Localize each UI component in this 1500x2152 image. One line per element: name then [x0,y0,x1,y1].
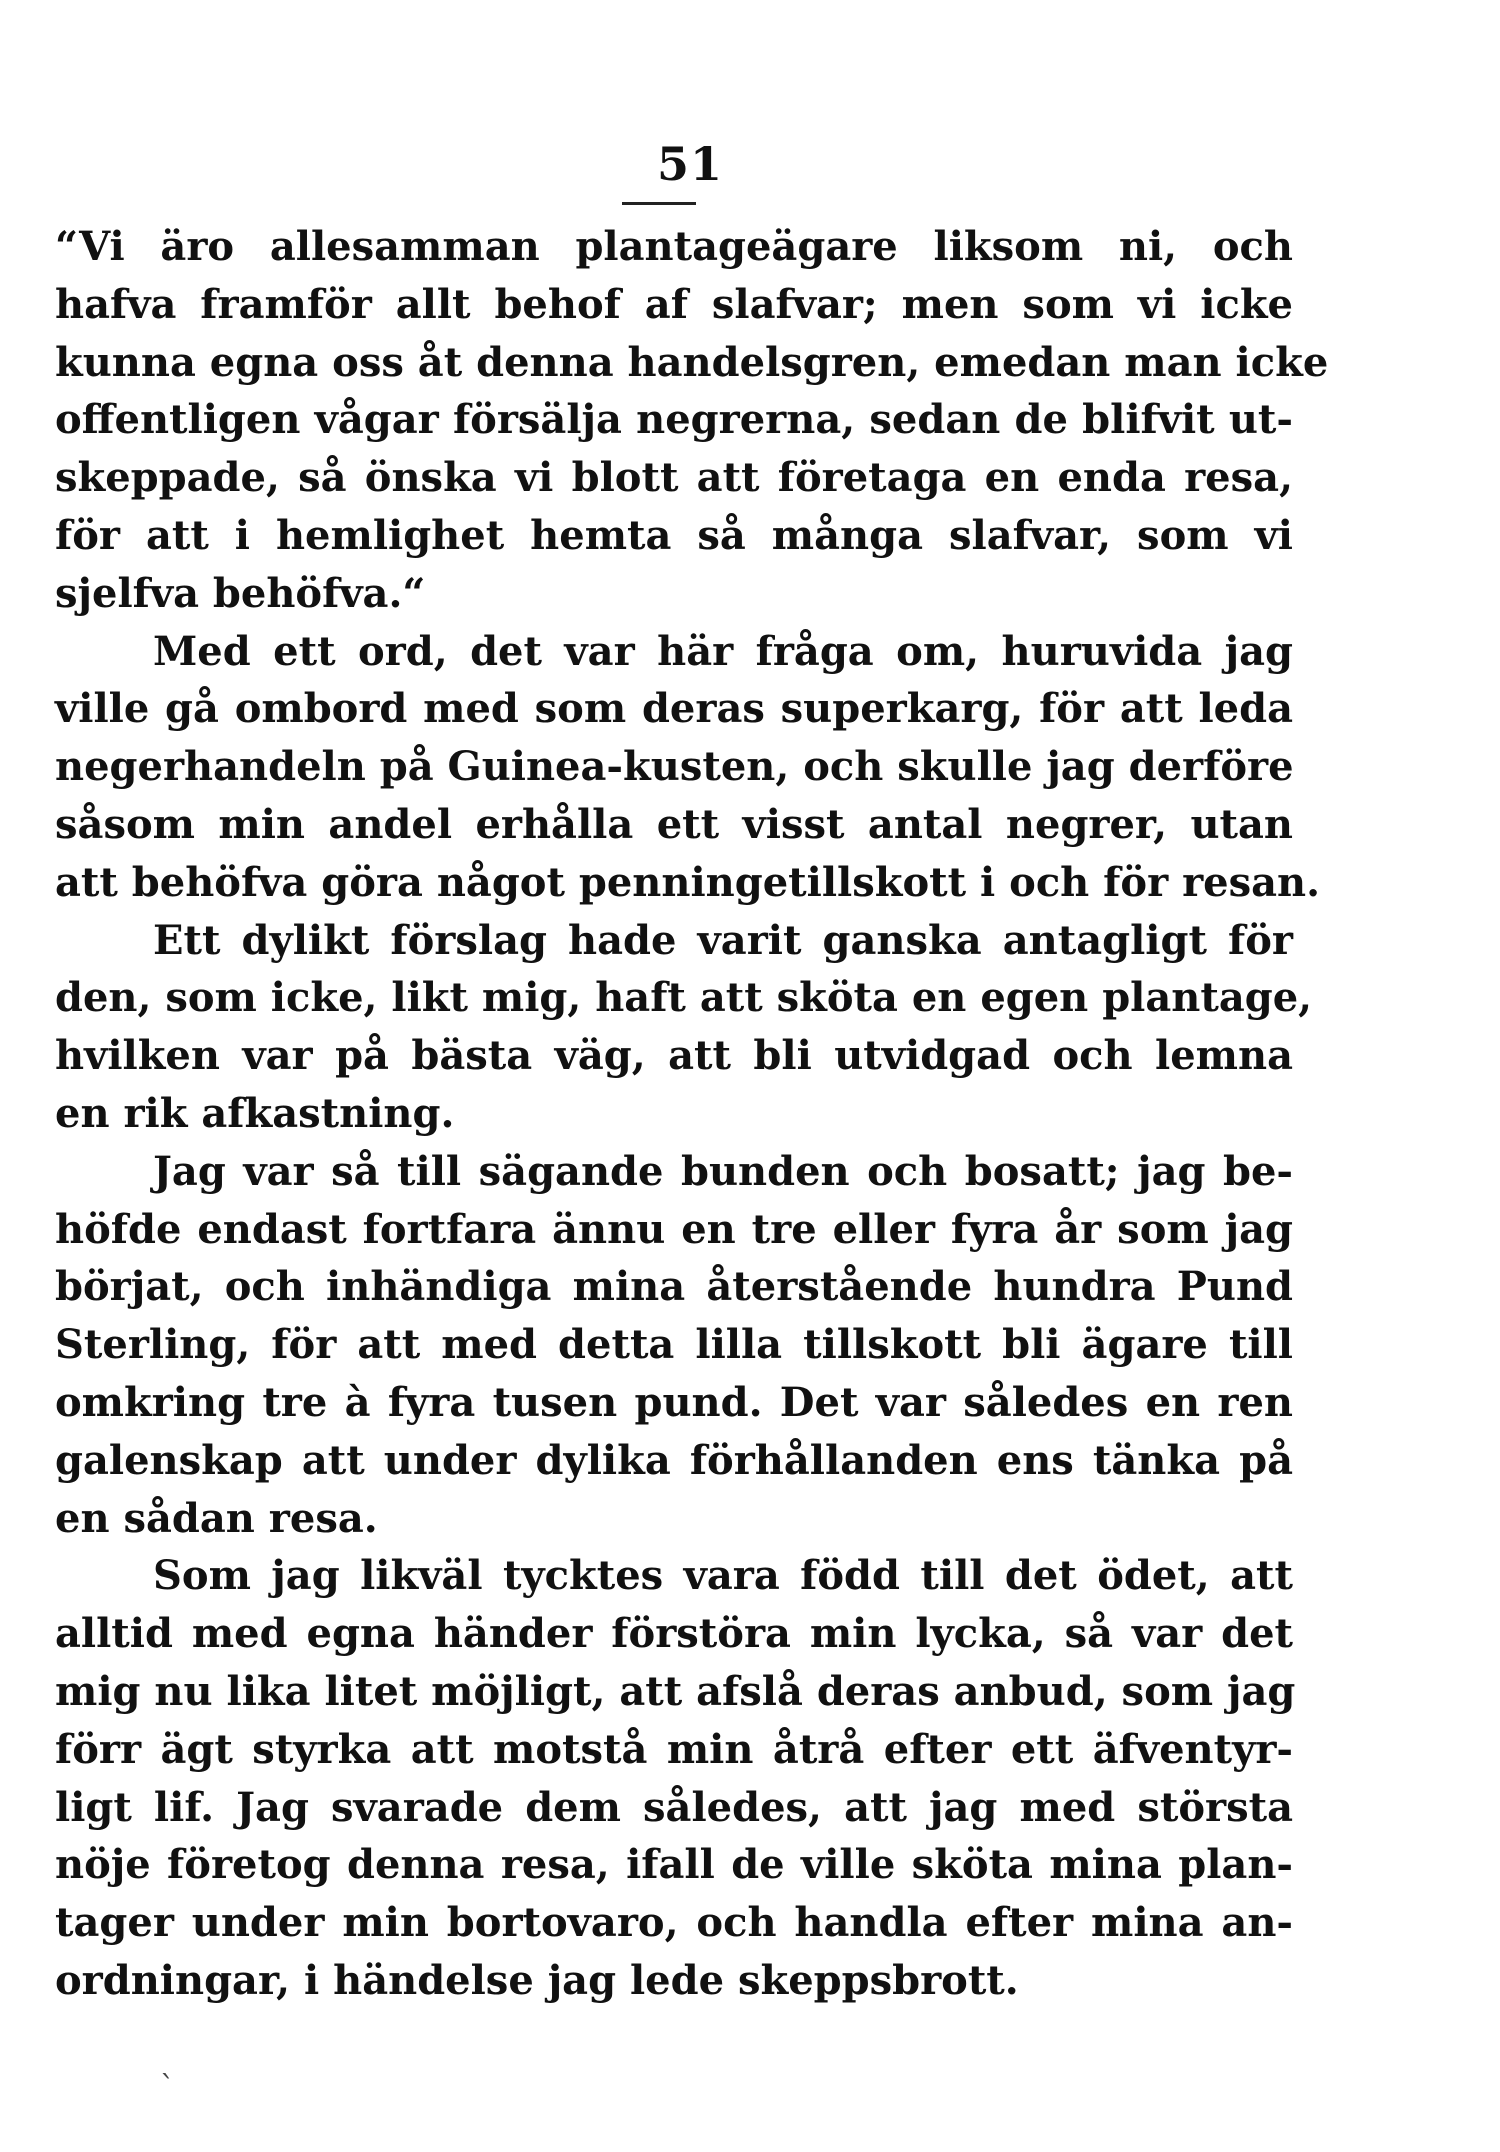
text-line: negerhandeln på Guinea-kusten, och skulle jag derföre [55,743,1294,791]
text-line: ligt lif. Jag svarade dem således, att jag med största [55,1783,1293,1831]
text-line: alltid med egna händer förstöra min lycka, så var det [55,1610,1293,1658]
text-line: för att i hemlighet hemta så många slafvar, som vi [55,511,1293,559]
text-line: den, som icke, likt mig, haft att sköta en egen plantage, [55,974,1313,1022]
text-line: mig nu lika litet möjligt, att afslå deras anbud, som jag [55,1667,1296,1715]
text-line: Sterling, för att med detta lilla tillskott bli ägare till [55,1321,1293,1369]
paragraph-start-line: Som jag likväl tycktes vara född till det ödet, att [153,1552,1293,1600]
text-line: en rik afkastning. [55,1089,455,1137]
text-line: “Vi äro allesamman plantageägare liksom ni, och [55,223,1293,270]
paragraph-start-line: Med ett ord, det var här fråga om, huruvida jag [153,627,1293,675]
text-line: tager under min bortovaro, och handla efter mina an- [55,1899,1293,1947]
print-speck: ˋ [160,2070,175,2105]
text-line: en sådan resa. [55,1494,378,1542]
body-text [55,218,1329,2010]
text-line: förr ägt styrka att motstå min åtrå efter ett äfventyr- [55,1725,1293,1773]
paragraph-start-line: Ett dylikt förslag hade varit ganska antagligt för [153,916,1293,964]
page-number: 51 [656,137,723,191]
text-line: börjat, och inhändiga mina återstående hundra Pund [55,1263,1293,1311]
text-line: hafva framför allt behof af slafvar; men som vi icke [55,280,1293,328]
text-line: ordningar, i händelse jag lede skeppsbrott. [55,1956,1019,2004]
text-line: kunna egna oss åt denna handelsgren, emedan man icke [55,338,1329,386]
text-line: såsom min andel erhålla ett visst antal negrer, utan [55,800,1293,848]
text-line: omkring tre à fyra tusen pund. Det var således en ren [55,1378,1293,1426]
text-line: ville gå ombord med som deras superkarg, för att leda [55,685,1293,733]
text-line: nöje företog denna resa, ifall de ville sköta mina plan- [55,1841,1293,1889]
text-line: skeppade, så önska vi blott att företaga en enda resa, [55,454,1293,502]
text-line: sjelfva behöfva.“ [55,569,426,617]
page-number-rule [622,202,696,205]
text-line: hvilken var på bästa väg, att bli utvidgad och lemna [55,1032,1293,1080]
text-line: höfde endast fortfara ännu en tre eller fyra år som jag [55,1205,1293,1253]
paragraph-start-line: Jag var så till sägande bunden och bosatt; jag be- [153,1147,1293,1195]
text-line: att behöfva göra något penningetillskott i och för resan. [55,858,1321,906]
text-line: galenskap att under dylika förhållanden ens tänka på [55,1436,1293,1484]
text-line: offentligen vågar försälja negrerna, sedan de blifvit ut- [55,396,1293,444]
